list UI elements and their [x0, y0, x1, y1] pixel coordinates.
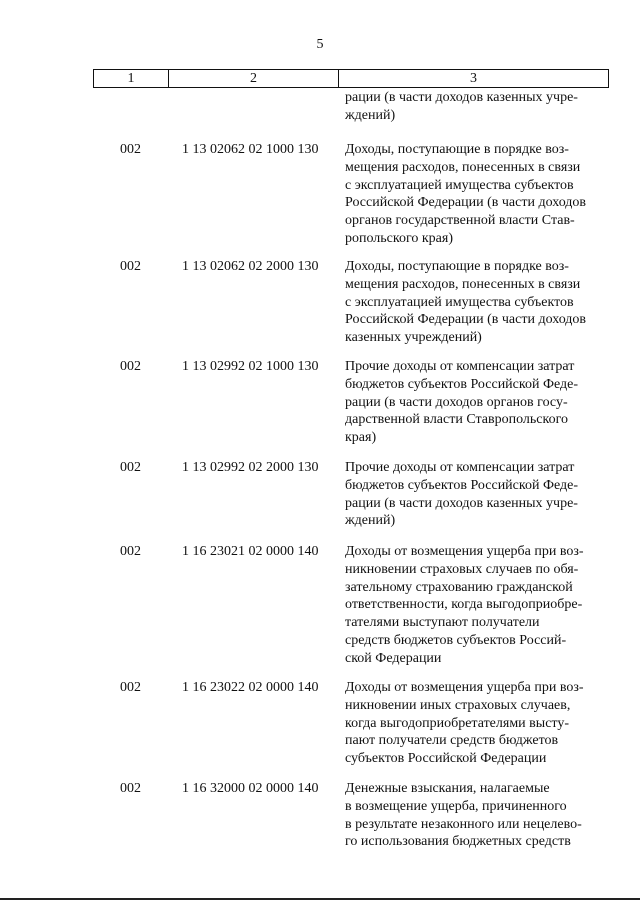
column-header-1: 1 [94, 70, 169, 88]
description-line: бюджетов субъектов Российской Феде- [345, 376, 579, 392]
description-line: ответственности, когда выгодоприобре- [345, 597, 583, 613]
description-line: Доходы, поступающие в порядке воз- [345, 259, 569, 274]
admin-code: 002 [120, 359, 141, 374]
description-line: бюджетов субъектов Российской Феде- [345, 477, 579, 493]
admin-code: 002 [120, 259, 141, 274]
description-line: в результате незаконного или нецелево- [345, 816, 582, 832]
description-line: зательному страхованию гражданской [345, 579, 573, 595]
description-line: края) [345, 430, 377, 446]
description-line: в возмещение ущерба, причиненного [345, 798, 567, 814]
description-line: Денежные взыскания, налагаемые [345, 781, 550, 796]
description-line: тателями выступают получатели [345, 615, 540, 631]
admin-code: 002 [120, 142, 141, 157]
budget-classification-code: 1 13 02992 02 1000 130 [182, 359, 319, 374]
description-line: никновении иных страховых случаев, [345, 697, 571, 713]
column-header-2: 2 [169, 70, 339, 88]
description-line: когда выгодоприобретателями высту- [345, 715, 569, 731]
budget-classification-code: 1 13 02992 02 2000 130 [182, 460, 319, 475]
admin-code: 002 [120, 460, 141, 475]
column-header-3: 3 [339, 70, 609, 88]
revenue-description [345, 459, 615, 530]
description-line: ской Федерации [345, 650, 442, 666]
description-line: Российской Федерации (в части доходов [345, 195, 587, 211]
admin-code: 002 [120, 544, 141, 559]
description-line: Прочие доходы от компенсации затрат [345, 460, 575, 475]
description-line: ждений) [345, 513, 396, 529]
description-line: средств бюджетов субъектов Россий- [345, 632, 567, 648]
revenue-description [345, 780, 615, 851]
description-line: Прочие доходы от компенсации затрат [345, 359, 575, 374]
description-line: мещения расходов, понесенных в связи [345, 276, 581, 292]
description-line: органов государственной власти Став- [345, 213, 575, 229]
budget-classification-code: 1 16 23021 02 0000 140 [182, 544, 319, 559]
budget-classification-code: 1 13 02062 02 1000 130 [182, 142, 319, 157]
description-line: го использования бюджетных средств [345, 834, 571, 850]
description-line: рации (в части доходов казенных учре- [345, 495, 578, 511]
revenue-description [345, 543, 615, 668]
page-number: 5 [316, 37, 324, 52]
description-line: дарственной власти Ставропольского [345, 412, 568, 428]
description-line: с эксплуатацией имущества субъектов [345, 177, 574, 193]
bottom-divider [0, 898, 640, 900]
description-line: мещения расходов, понесенных в связи [345, 159, 581, 175]
admin-code: 002 [120, 680, 141, 695]
budget-classification-code: 1 16 32000 02 0000 140 [182, 781, 319, 796]
description-line: Доходы, поступающие в порядке воз- [345, 142, 569, 157]
budget-classification-code: 1 13 02062 02 2000 130 [182, 259, 319, 274]
description-line: никновении страховых случаев по обя- [345, 561, 579, 577]
description-line: ропольского края) [345, 230, 453, 246]
continuation-text [345, 89, 578, 125]
column-header-table [93, 69, 609, 88]
admin-code: 002 [120, 781, 141, 796]
description-line: с эксплуатацией имущества субъектов [345, 294, 574, 310]
description-line: Доходы от возмещения ущерба при воз- [345, 680, 584, 695]
continuation-line: рации (в части доходов казенных учре- [345, 90, 578, 105]
revenue-description [345, 358, 615, 447]
continuation-line: ждений) [345, 107, 396, 123]
description-line: Российской Федерации (в части доходов [345, 312, 587, 328]
description-line: субъектов Российской Федерации [345, 751, 547, 767]
revenue-description [345, 141, 615, 248]
description-line: рации (в части доходов органов госу- [345, 394, 568, 410]
revenue-description [345, 258, 615, 347]
description-line: Доходы от возмещения ущерба при воз- [345, 544, 584, 559]
description-line: казенных учреждений) [345, 330, 482, 346]
budget-classification-code: 1 16 23022 02 0000 140 [182, 680, 319, 695]
description-line: пают получатели средств бюджетов [345, 733, 559, 749]
revenue-description [345, 679, 615, 768]
